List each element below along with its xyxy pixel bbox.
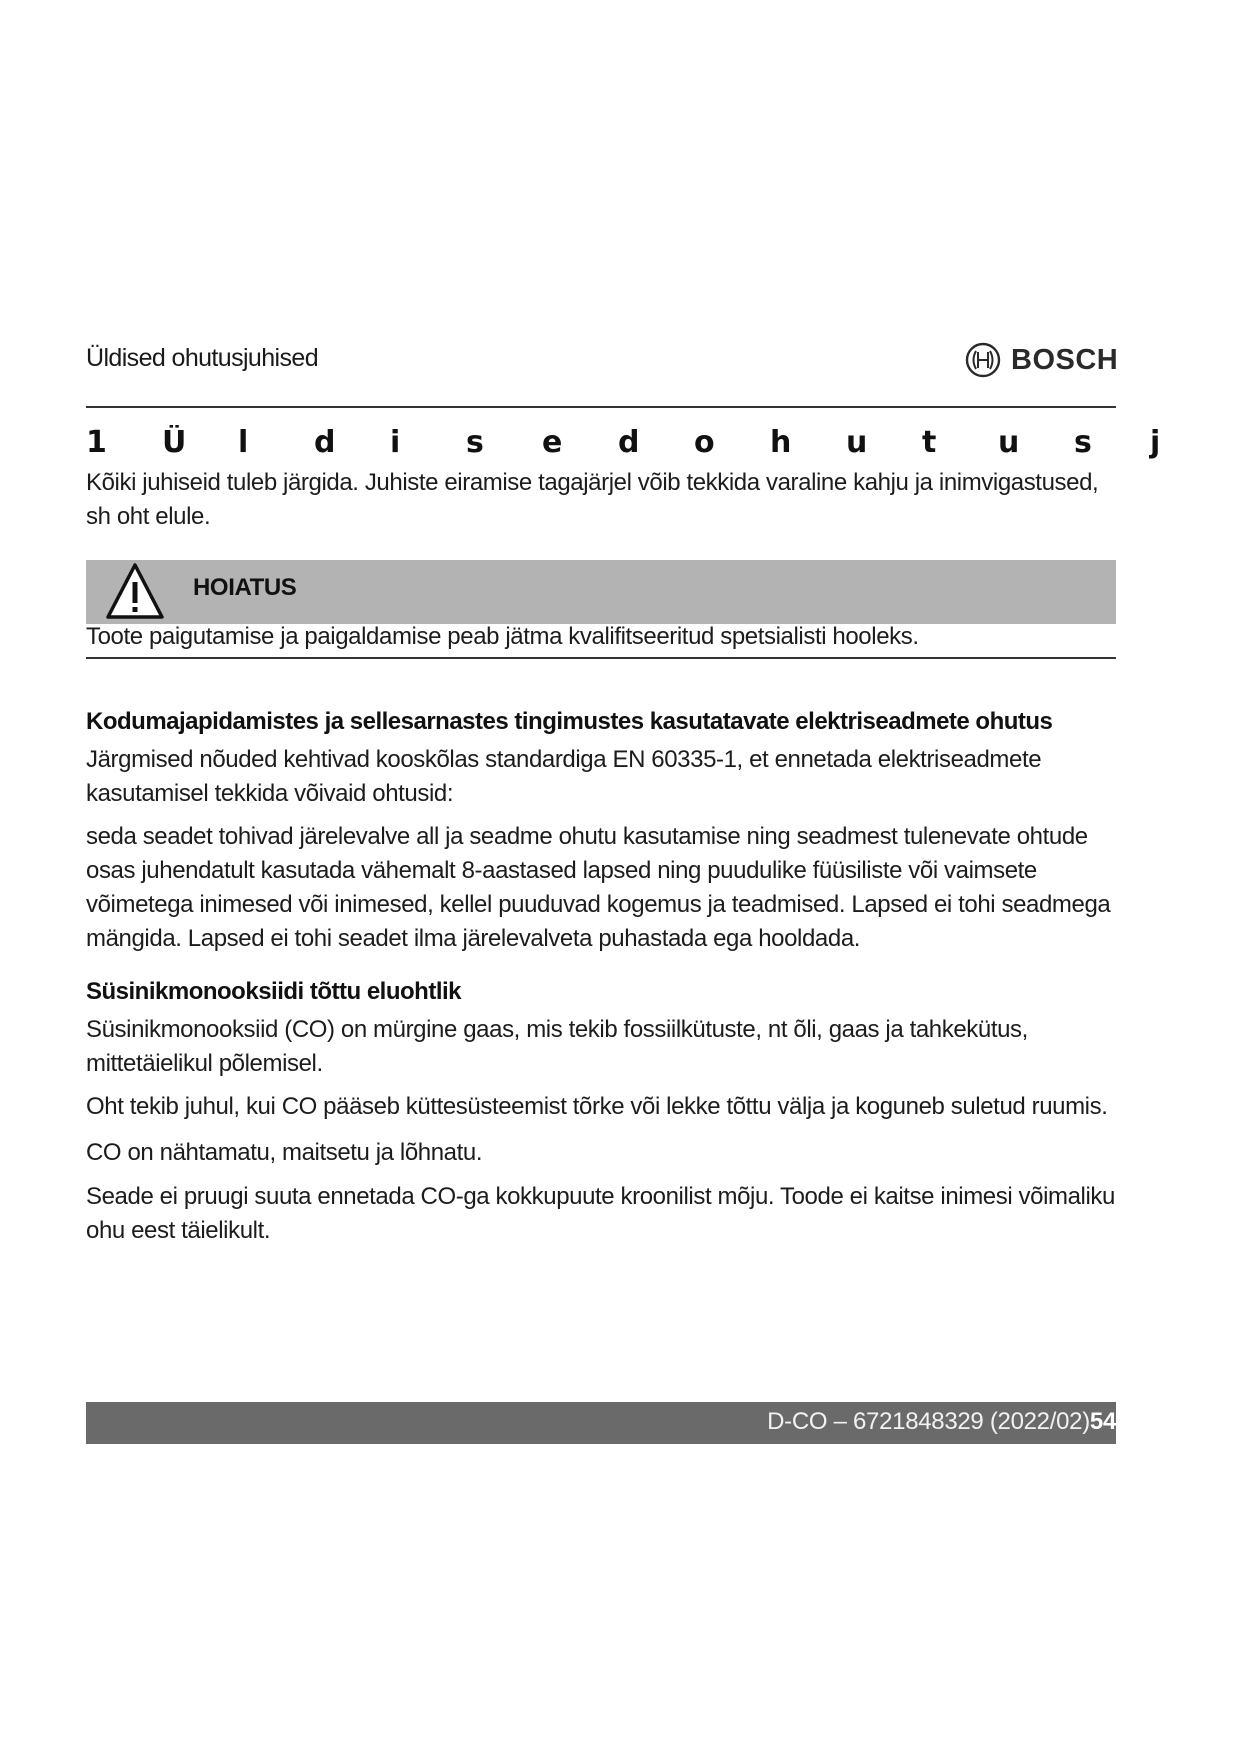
warning-triangle-icon <box>104 560 166 622</box>
footer-bar <box>86 1402 1116 1444</box>
chapter-title-char: j <box>1150 425 1161 460</box>
running-head: Üldised ohutusjuhised <box>86 344 319 372</box>
paragraph: Oht tekib juhul, kui CO pääseb küttesüsteemist tõrke või lekke tõttu välja ja koguneb suletud ruumis. <box>86 1093 1108 1120</box>
paragraph: Järgmised nõuded kehtivad kooskõlas standardiga EN 60335-1, et ennetada elektriseadmete kasutamisel tekkida võivaid ohtusid: <box>86 746 1042 807</box>
section-heading: Süsinikmonooksiidi tõttu eluohtlik <box>86 978 462 1005</box>
chapter-title-char: d <box>314 425 336 460</box>
intro-paragraph: Kõiki juhiseid tuleb järgida. Juhiste eiramise tagajärjel võib tekkida varaline kahju ja inimvigastused, sh oht elule. <box>86 469 1099 530</box>
footer-text <box>767 1408 1116 1436</box>
section-heading: Kodumajapidamistes ja sellesarnastes tingimustes kasutatavate elektriseadmete ohutus <box>86 708 1053 735</box>
bosch-armature-icon <box>965 342 1001 378</box>
document-id: D-CO – 6721848329 (2022/02) <box>767 1408 1090 1435</box>
chapter-title-char: Ü <box>162 425 187 460</box>
chapter-number: 1 <box>86 425 107 460</box>
chapter-title-char: d <box>618 425 640 460</box>
page-number: 54 <box>1089 1408 1116 1435</box>
warning-divider <box>86 657 1116 659</box>
paragraph: Seade ei pruugi suuta ennetada CO-ga kokkupuute kroonilist mõju. Toode ei kaitse inimesi võimaliku ohu eest täielikult. <box>86 1183 1115 1244</box>
chapter-title-char: s <box>1074 425 1092 460</box>
chapter-title-char: h <box>770 425 792 460</box>
chapter-title <box>86 425 1241 465</box>
chapter-title-char: i <box>390 425 401 460</box>
brand-logo <box>965 342 1118 378</box>
chapter-title-char: s <box>466 425 484 460</box>
chapter-title-char: e <box>542 425 563 460</box>
paragraph: CO on nähtamatu, maitsetu ja lõhnatu. <box>86 1139 483 1166</box>
paragraph: seda seadet tohivad järelevalve all ja seadme ohutu kasutamise ning seadmest tulenevate ohtude osas juhendatult kasutada vähemalt 8-aastased lapsed ning puudulike füüsiliste või vaimsete võimetega inimesed või inimesed, kellel puuduvad kogemus ja teadmised. Lapsed ei tohi seadmega mängida. Lapsed ei tohi seadet ilma järelevalveta puhastada ega hooldada. <box>86 823 1111 952</box>
chapter-title-char: u <box>846 425 868 460</box>
chapter-title-char: l <box>238 425 249 460</box>
header-divider <box>86 406 1116 408</box>
chapter-title-char: o <box>694 425 715 460</box>
warning-text: Toote paigutamise ja paigaldamise peab jätma kvalifitseeritud spetsialisti hooleks. <box>86 623 919 650</box>
paragraph: Süsinikmonooksiid (CO) on mürgine gaas, mis tekib fossiilkütuste, nt õli, gaas ja tahkekütus, mittetäielikul põlemisel. <box>86 1016 1028 1077</box>
brand-name: BOSCH <box>1011 343 1119 376</box>
chapter-title-char: t <box>922 425 937 460</box>
chapter-title-char: u <box>998 425 1020 460</box>
warning-label: HOIATUS <box>193 574 297 601</box>
